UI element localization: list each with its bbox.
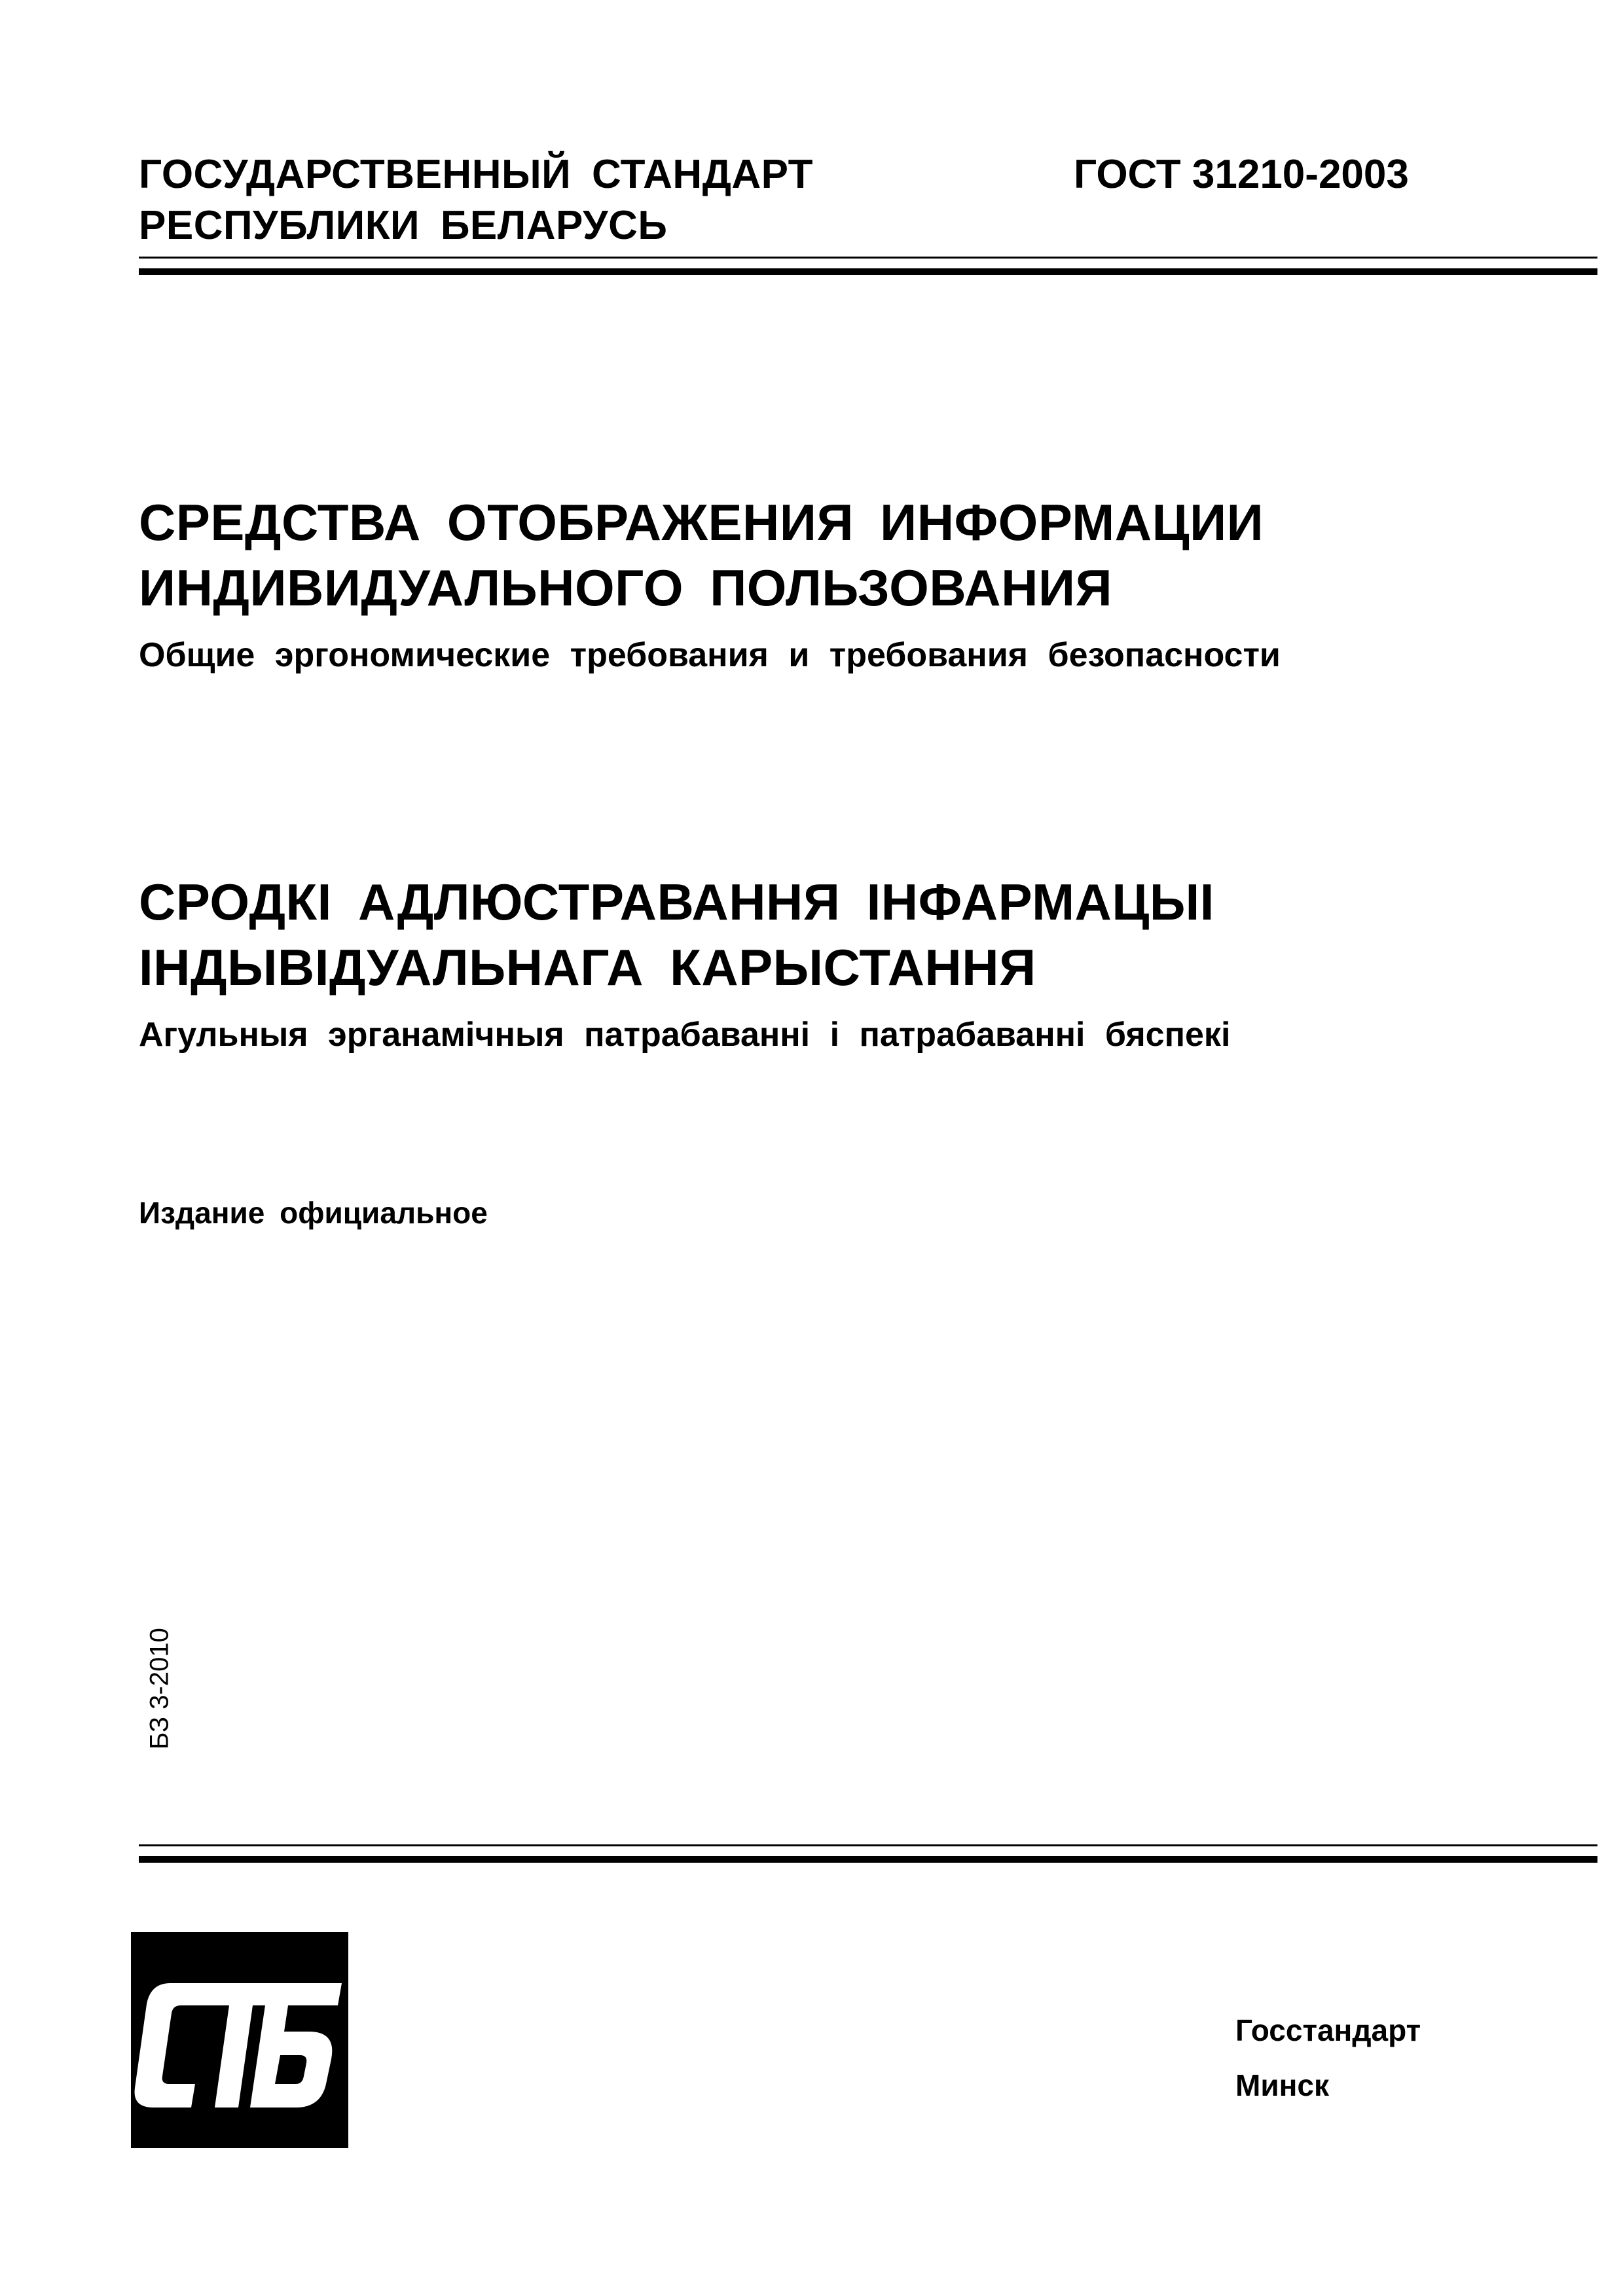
header-org-line2: РЕСПУБЛИКИ БЕЛАРУСЬ	[139, 203, 668, 248]
publisher-city: Минск	[1235, 2068, 1329, 2102]
header-organization	[139, 149, 813, 251]
title-russian-line1: СРЕДСТВА ОТОБРАЖЕНИЯ ИНФОРМАЦИИ	[139, 493, 1264, 551]
publisher-name: Госстандарт	[1235, 2013, 1421, 2047]
subtitle-russian: Общие эргономические требования и требования безопасности	[139, 636, 1281, 674]
title-belarusian-line1: СРОДКІ АДЛЮСТРАВАННЯ ІНФАРМАЦЫІ	[139, 873, 1214, 931]
bottom-rule-thin	[139, 1844, 1597, 1846]
stb-logo-icon	[131, 1932, 348, 2148]
side-code	[140, 1630, 179, 1748]
side-code-text: БЗ 3-2010	[145, 1628, 174, 1749]
top-rule-thick	[139, 268, 1597, 275]
title-russian	[139, 490, 1281, 678]
title-belarusian	[139, 869, 1230, 1058]
title-belarusian-main	[139, 869, 1230, 1000]
standard-code: ГОСТ 31210-2003	[1074, 152, 1409, 197]
bottom-rule-thick	[139, 1856, 1597, 1863]
title-russian-line2: ИНДИВИДУАЛЬНОГО ПОЛЬЗОВАНИЯ	[139, 559, 1113, 617]
title-belarusian-line2: ІНДЫВІДУАЛЬНАГА КАРЫСТАННЯ	[139, 939, 1036, 996]
title-russian-main	[139, 490, 1281, 620]
subtitle-belarusian: Агульныя эрганамічныя патрабаванні і патрабаванні бяспекі	[139, 1016, 1231, 1054]
header-org-line1: ГОСУДАРСТВЕННЫЙ СТАНДАРТ	[139, 152, 814, 197]
edition-note: Издание официальное	[139, 1196, 488, 1230]
top-rule-thin	[139, 257, 1597, 259]
publisher	[1235, 2003, 1421, 2113]
